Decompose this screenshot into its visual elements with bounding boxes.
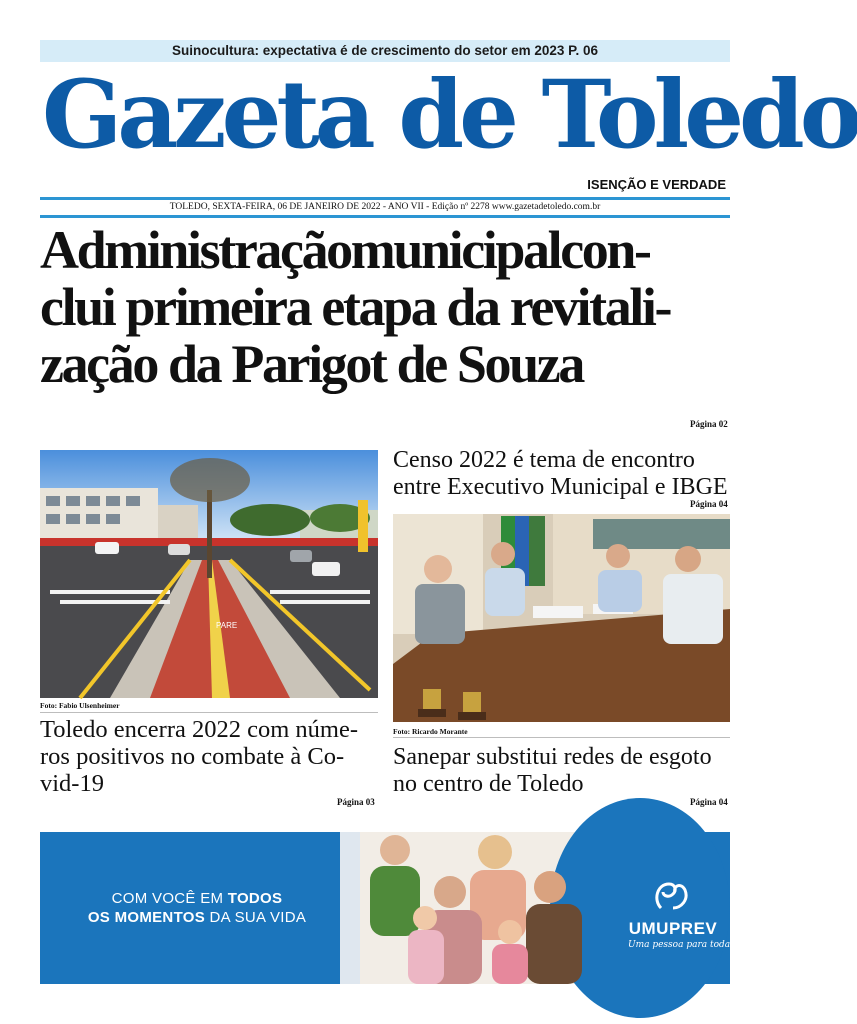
headline-line: clui primeira etapa da revitali- <box>40 277 671 337</box>
masthead-tagline: ISENÇÃO E VERDADE <box>587 177 726 192</box>
meeting-photo-image <box>393 514 730 722</box>
ad-slogan-part: DA SUA VIDA <box>205 909 307 926</box>
right-bottom-story-page-ref: Página 04 <box>690 797 728 807</box>
ad-slogan-part: TODOS <box>227 890 283 907</box>
right-top-story-headline[interactable] <box>393 447 738 501</box>
headline-line: no centro de Toledo <box>393 771 584 797</box>
ad-brand-name: UMUPREV <box>628 919 718 938</box>
headline-line: entre Executivo Municipal e IBGE <box>393 474 728 500</box>
advertisement-banner[interactable] <box>40 832 753 984</box>
left-story-headline[interactable] <box>40 716 378 797</box>
ad-slogan-part: OS MOMENTOS <box>87 909 206 926</box>
meeting-photo[interactable] <box>393 514 730 722</box>
ad-brand-slogan: Uma pessoa para toda vida <box>628 940 753 950</box>
umuprev-logo-icon <box>651 878 695 914</box>
right-top-story-page-ref: Página 04 <box>690 499 728 509</box>
ad-slogan <box>62 889 332 927</box>
ad-slogan-part: COM VOCÊ EM <box>111 890 228 907</box>
street-photo-image <box>40 450 378 698</box>
masthead <box>40 60 857 192</box>
top-banner-text: Suinocultura: expectativa é de crescimento do setor em 2023 P. 06 <box>172 43 598 58</box>
headline-line: Administraçãomunicipalcon- <box>40 220 650 280</box>
left-story-page-ref: Página 03 <box>337 797 375 807</box>
headline-line: vid-19 <box>40 770 104 797</box>
headline-line: Censo 2022 é tema de encontro <box>393 447 695 473</box>
ad-brand-block[interactable] <box>628 878 753 950</box>
headline-line: zação da Parigot de Souza <box>40 334 583 394</box>
headline-line: Sanepar substitui redes de esgoto <box>393 744 712 770</box>
street-photo[interactable] <box>40 450 378 698</box>
headline-line: ros positivos no combate à Co- <box>40 743 345 770</box>
street-sign-text: PARE <box>216 621 238 630</box>
dateline: TOLEDO, SEXTA-FEIRA, 06 DE JANEIRO DE 2022 - ANO VII - Edição nº 2278 www.gazetadetoledo.com.br <box>169 202 601 212</box>
right-bottom-story-headline[interactable] <box>393 744 738 798</box>
newspaper-logo[interactable]: Gazeta de Toledo <box>42 60 857 170</box>
main-story-page-ref: Página 02 <box>690 419 728 429</box>
main-headline[interactable] <box>40 222 735 393</box>
headline-line: Toledo encerra 2022 com núme- <box>40 716 359 743</box>
divider <box>40 197 730 200</box>
top-banner[interactable] <box>40 40 730 62</box>
divider <box>40 712 378 713</box>
photo-credit: Foto: Ricardo Morante <box>393 727 468 736</box>
photo-credit: Foto: Fabio Ulsenheimer <box>40 701 120 710</box>
divider <box>393 737 730 738</box>
divider <box>40 215 730 218</box>
